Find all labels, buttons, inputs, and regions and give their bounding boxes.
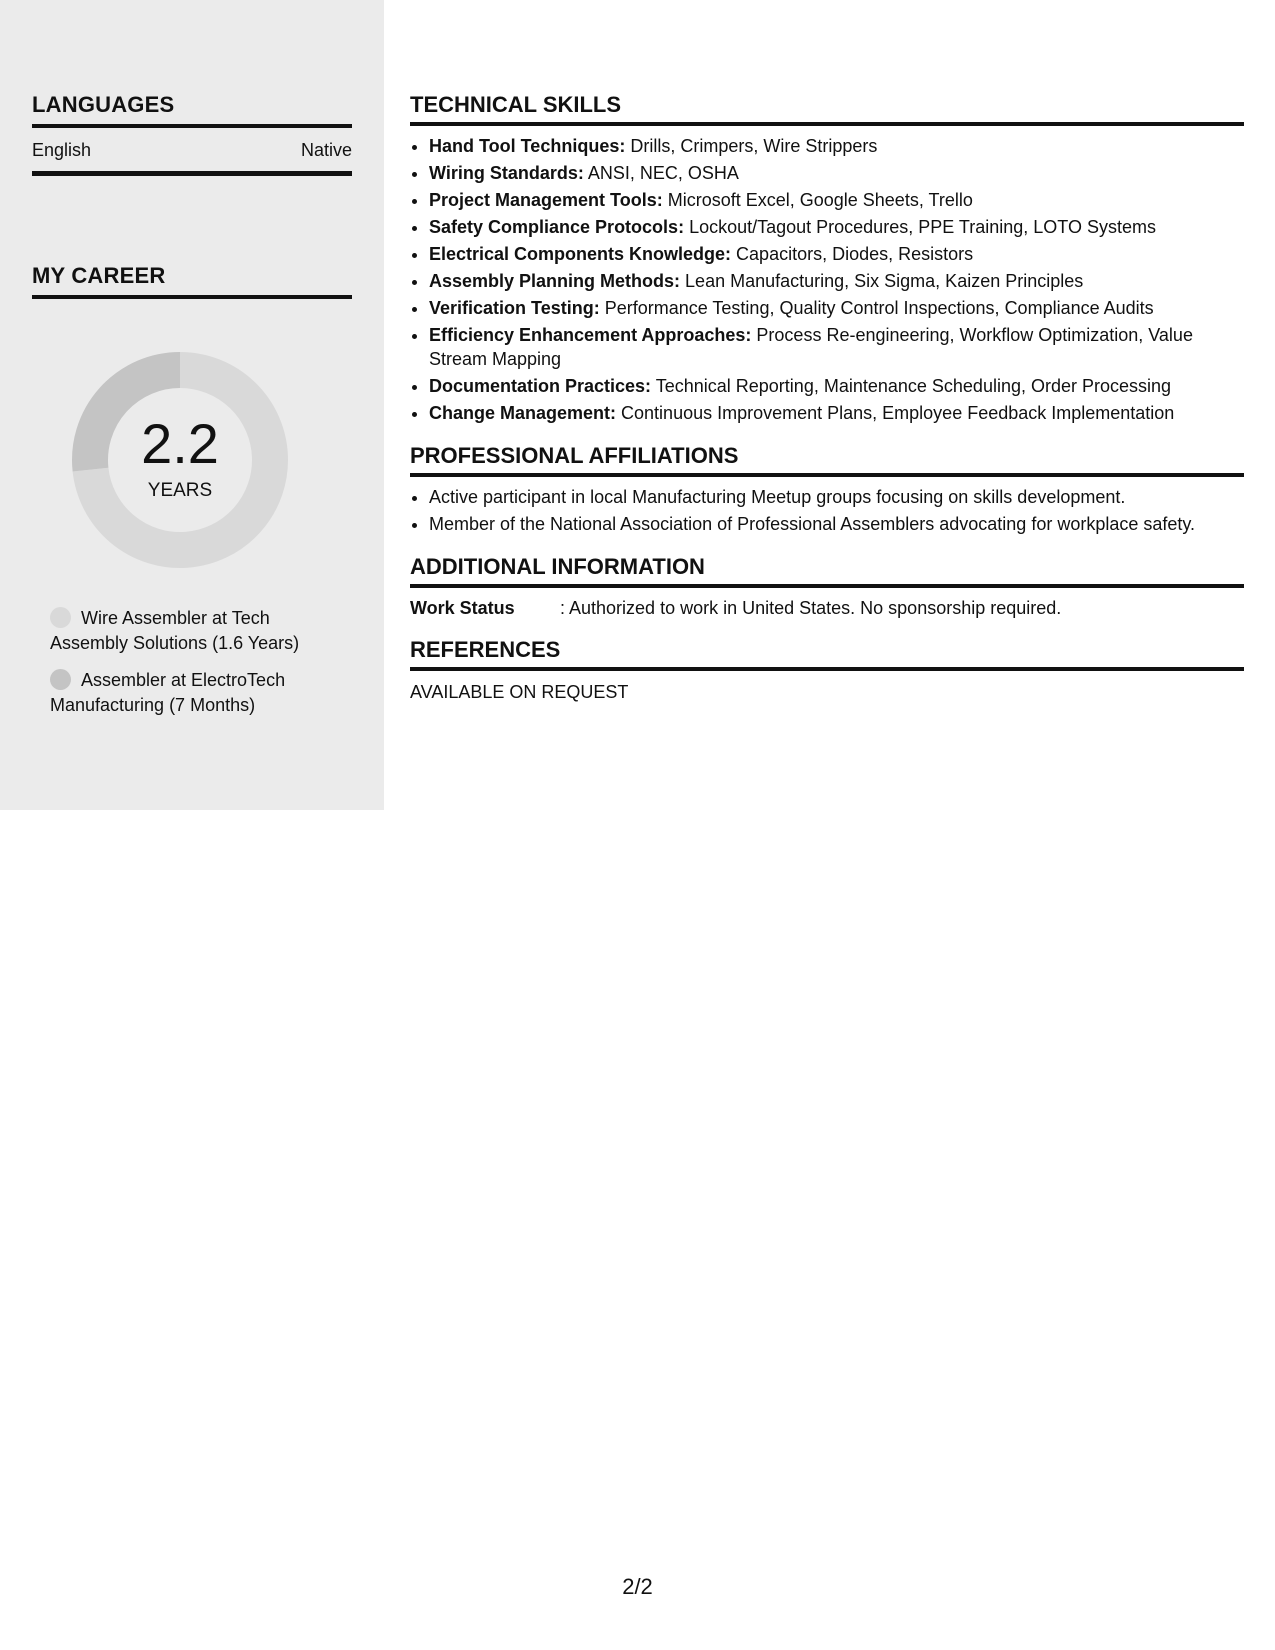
affiliations-list <box>410 485 1244 536</box>
skill-text: Performance Testing, Quality Control Inspections, Compliance Audits <box>599 298 1154 318</box>
additional-info-heading: ADDITIONAL INFORMATION <box>410 554 1244 588</box>
skill-text: Process Re-engineering, Workflow Optimization, Value Stream Mapping <box>429 325 1193 369</box>
career-entry-label: Assembler at ElectroTech Manufacturing (7 Months) <box>50 670 286 715</box>
references-heading: REFERENCES <box>410 637 1244 671</box>
skill-text: Microsoft Excel, Google Sheets, Trello <box>662 190 973 210</box>
skill-label: Project Management Tools: <box>429 190 663 210</box>
skill-item <box>429 134 1244 158</box>
career-entry <box>50 668 340 718</box>
languages-section <box>32 92 352 176</box>
skill-text: Lean Manufacturing, Six Sigma, Kaizen Principles <box>680 271 1084 291</box>
affiliation-item: • Member of the National Association of Professional Assemblers advocating for workplace safety. <box>429 512 1244 536</box>
skill-label: Verification Testing: <box>429 298 600 318</box>
work-status-label: Work Status <box>410 598 515 618</box>
skill-text: Technical Reporting, Maintenance Scheduling, Order Processing <box>651 376 1172 396</box>
career-section <box>32 263 352 299</box>
affiliations-heading: PROFESSIONAL AFFILIATIONS <box>410 443 1244 477</box>
career-total-value: 2.2 <box>141 412 219 475</box>
career-entry-label: Wire Assembler at Tech Assembly Solutions (1.6 Years) <box>50 608 300 653</box>
skill-label: Electrical Components Knowledge: <box>429 244 732 264</box>
skill-item <box>429 269 1244 293</box>
skill-item <box>429 296 1244 320</box>
work-status-value: : Authorized to work in United States. No sponsorship required. <box>560 598 1062 618</box>
skill-text: Drills, Crimpers, Wire Strippers <box>625 136 878 156</box>
career-total-unit: YEARS <box>147 480 213 501</box>
languages-heading: LANGUAGES <box>32 92 352 128</box>
skill-label: Safety Compliance Protocols: <box>429 217 685 237</box>
page-number: 2/2 <box>622 1574 653 1599</box>
skill-item <box>429 374 1244 398</box>
technical-skills-heading: TECHNICAL SKILLS <box>410 92 1244 126</box>
skill-item <box>429 215 1244 239</box>
work-status-row <box>410 598 1244 619</box>
skill-text: Continuous Improvement Plans, Employee Feedback Implementation <box>616 403 1175 423</box>
skill-text: ANSI, NEC, OSHA <box>583 163 739 183</box>
language-name: English <box>32 140 92 160</box>
skill-text: Lockout/Tagout Procedures, PPE Training, LOTO Systems <box>684 217 1156 237</box>
career-entry <box>50 606 340 656</box>
language-level: Native <box>300 140 352 160</box>
skill-text: Capacitors, Diodes, Resistors <box>731 244 974 264</box>
skill-label: Wiring Standards: <box>429 163 584 183</box>
skill-item <box>429 401 1244 425</box>
skill-item <box>429 188 1244 212</box>
skill-item <box>429 161 1244 185</box>
references-text: AVAILABLE ON REQUEST <box>410 682 629 702</box>
legend-dot-icon <box>50 607 71 628</box>
language-row <box>32 128 352 176</box>
technical-skills-list <box>410 134 1244 425</box>
skill-label: Assembly Planning Methods: <box>429 271 681 291</box>
skill-item <box>429 323 1244 371</box>
skill-label: Change Management: <box>429 403 617 423</box>
sidebar <box>0 0 384 810</box>
skill-label: Efficiency Enhancement Approaches: <box>429 325 752 345</box>
career-heading: MY CAREER <box>32 263 352 299</box>
additional-info-section <box>410 554 1244 619</box>
affiliation-item: • Active participant in local Manufacturing Meetup groups focusing on skills development. <box>429 485 1244 509</box>
donut-center <box>66 346 294 574</box>
main-content <box>410 92 1244 721</box>
career-legend <box>50 606 340 730</box>
skill-item <box>429 242 1244 266</box>
affiliations-section <box>410 443 1244 536</box>
skill-label: Documentation Practices: <box>429 376 652 396</box>
career-donut-chart <box>66 346 294 574</box>
technical-skills-section <box>410 92 1244 425</box>
references-section <box>410 637 1244 703</box>
legend-dot-icon <box>50 669 71 690</box>
skill-label: Hand Tool Techniques: <box>429 136 626 156</box>
